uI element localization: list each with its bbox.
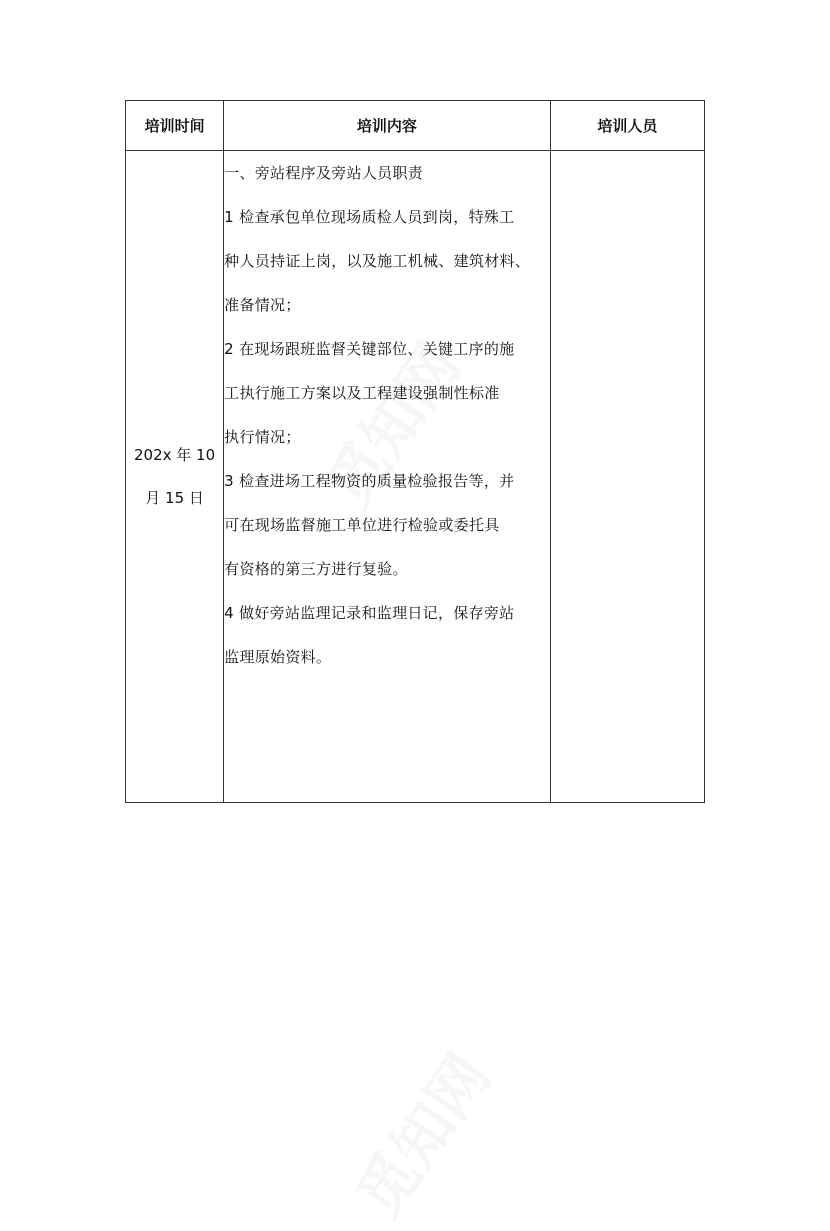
table-row [126, 151, 705, 803]
training-date-line: 202x 年 10 [134, 445, 216, 464]
training-table [125, 100, 705, 803]
content-line: 准备情况； [224, 296, 301, 314]
content-line: 1 检查承包单位现场质检人员到岗，特殊工 [224, 208, 515, 226]
content-line: 一、旁站程序及旁站人员职责 [224, 164, 424, 182]
content-line: 工执行施工方案以及工程建设强制性标准 [224, 384, 500, 402]
content-line: 可在现场监督施工单位进行检验或委托具 [224, 516, 500, 534]
watermark [333, 1035, 507, 1231]
header-training-content: 培训内容 [224, 101, 551, 151]
content-line: 执行情况； [224, 428, 301, 446]
content-line: 2 在现场跟班监督关键部位、关键工序的施 [224, 340, 515, 358]
content-line: 有资格的第三方进行复验。 [224, 560, 408, 578]
header-training-people: 培训人员 [550, 101, 704, 151]
table-header-row [126, 101, 705, 151]
training-date-line: 月 15 日 [145, 488, 204, 507]
content-line: 3 检查进场工程物资的质量检验报告等，并 [224, 472, 515, 490]
header-training-time: 培训时间 [126, 101, 224, 151]
training-people-cell [550, 151, 704, 803]
content-line: 4 做好旁站监理记录和监理日记，保存旁站 [224, 604, 515, 622]
content-line: 种人员持证上岗，以及施工机械、建筑材料、 [224, 252, 531, 270]
training-date-cell [126, 151, 224, 803]
training-content-cell [224, 151, 551, 803]
content-line: 监理原始资料。 [224, 648, 332, 666]
